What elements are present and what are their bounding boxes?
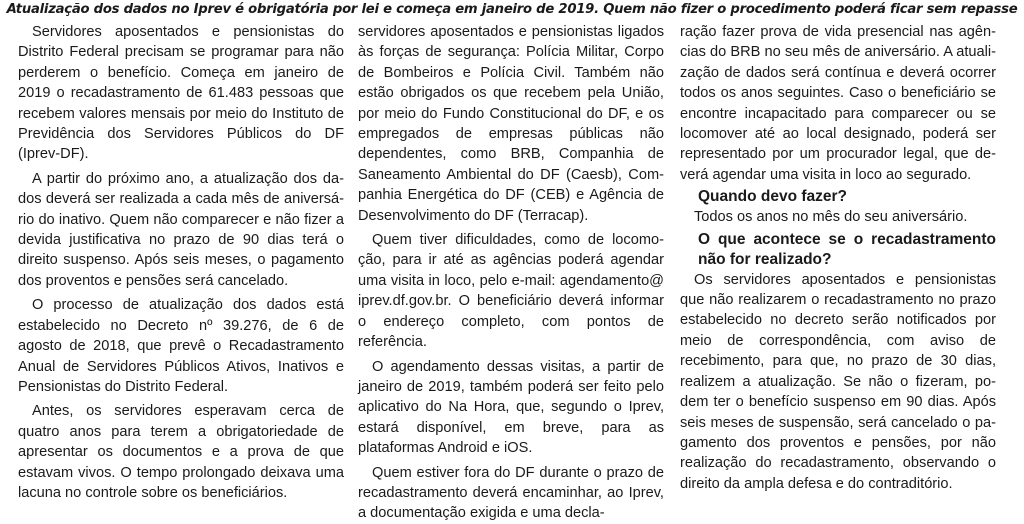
paragraph: Servidores aposentados e pensionistas do Distrito Federal precisam se programar para não perderem o benefício. Começa em janeiro de 2019 o recadastramento de 61.483 pessoas que recebem valores mensais por meio do Instituto de Previdência dos Servidores Públicos do DF (Iprev-DF). xyxy=(18,24,344,163)
subheading-when: Quando devo fazer? xyxy=(698,188,847,206)
paragraph: servidores aposentados e pensionistas ligados às forças de segurança: Polícia Militar, Corpo de Bombeiros e Polícia Civil. Também não estão obrigados os que recebem pela União, por meio do Fundo Constitucional do DF, e os empregados de empresas públicas não dependentes, como BRB, Companhia de Saneamento Ambiental do DF (Caesb), Companhia Energética do DF (CEB) e Agência de Desenvolvimento do DF (Terracap). xyxy=(358,24,664,224)
paragraph: Quem estiver fora do DF durante o prazo de recadastramento deverá encaminhar, ao Iprev, a documentação exigida e uma decla- xyxy=(358,464,664,522)
paragraph: Quem tiver dificuldades, como de locomoção, para ir até as agências poderá agendar uma visita in loco, pelo e-mail: agendamento@ iprev.df.gov.br. O beneficiário deverá informar o endereço completo, com pontos de referência. xyxy=(358,232,664,351)
paragraph: Antes, os servidores esperavam cerca de quatro anos para terem a obrigatoriedade de apresentar os documentos e a prova de que estavam vivos. O tempo prolongado deixava uma lacuna no controle sobre os beneficiários. xyxy=(18,403,344,501)
paragraph: ração fazer prova de vida presencial nas agências do BRB no seu mês de aniversário. A atualização de dados será contínua e deverá ocorrer todos os anos seguintes. Caso o beneficiário se encontre incapacitado para comparecer ou se locomover até ao local designado, poderá ser representado por um procurador legal, que deverá agendar uma visita in loco ao segurado. xyxy=(680,24,996,183)
article-column-1 xyxy=(18,22,344,500)
paragraph: Todos os anos no mês do seu aniversário. xyxy=(694,209,968,226)
paragraph: O processo de atualização dos dados está estabelecido no Decreto nº 39.276, de 6 de agosto de 2018, que prevê o Recadastramento Anual de Servidores Públicos Ativos, Inativos e Pensionistas do Distrito Federal. xyxy=(18,297,344,395)
subheading-what-happens: O que acontece se o recadastramento não for realizado? xyxy=(698,230,996,268)
paragraph: Os servidores aposentados e pensionistas que não realizarem o recadastramento no prazo estabelecido no decreto serão notificados por meio de correspondência, com aviso de recebimento, para que, no prazo de 30 dias, realizem a atualização. Se não o fizeram, podem ter o benefício suspenso em 90 dias. Após seis meses de suspensão, será cancelado o pagamento dos proventos e pensões, por não realização do recadastramento, observando o direito da ampla defesa e do contraditório. xyxy=(680,271,996,492)
paragraph: A partir do próximo ano, a atualização dos dados deverá ser realizada a cada mês de aniversário do inativo. Quem não comparecer e não fizer a devida justificativa no prazo de 90 dias terá o direito suspenso. Após seis meses, o pagamento dos proventos e pensões será cancelado. xyxy=(18,170,344,289)
article-column-3 xyxy=(680,22,996,500)
headline: Atualização dos dados no Iprev é obrigatória por lei e começa em janeiro de 2019. Quem não fizer o procedimento poderá ficar sem repasse xyxy=(6,2,1018,17)
paragraph: O agendamento dessas visitas, a partir de janeiro de 2019, também poderá ser feito pelo aplicativo do Na Hora, que, segundo o Iprev, estará disponível, em breve, para as plataformas Android e iOS. xyxy=(358,358,664,457)
article-column-2 xyxy=(358,22,664,522)
